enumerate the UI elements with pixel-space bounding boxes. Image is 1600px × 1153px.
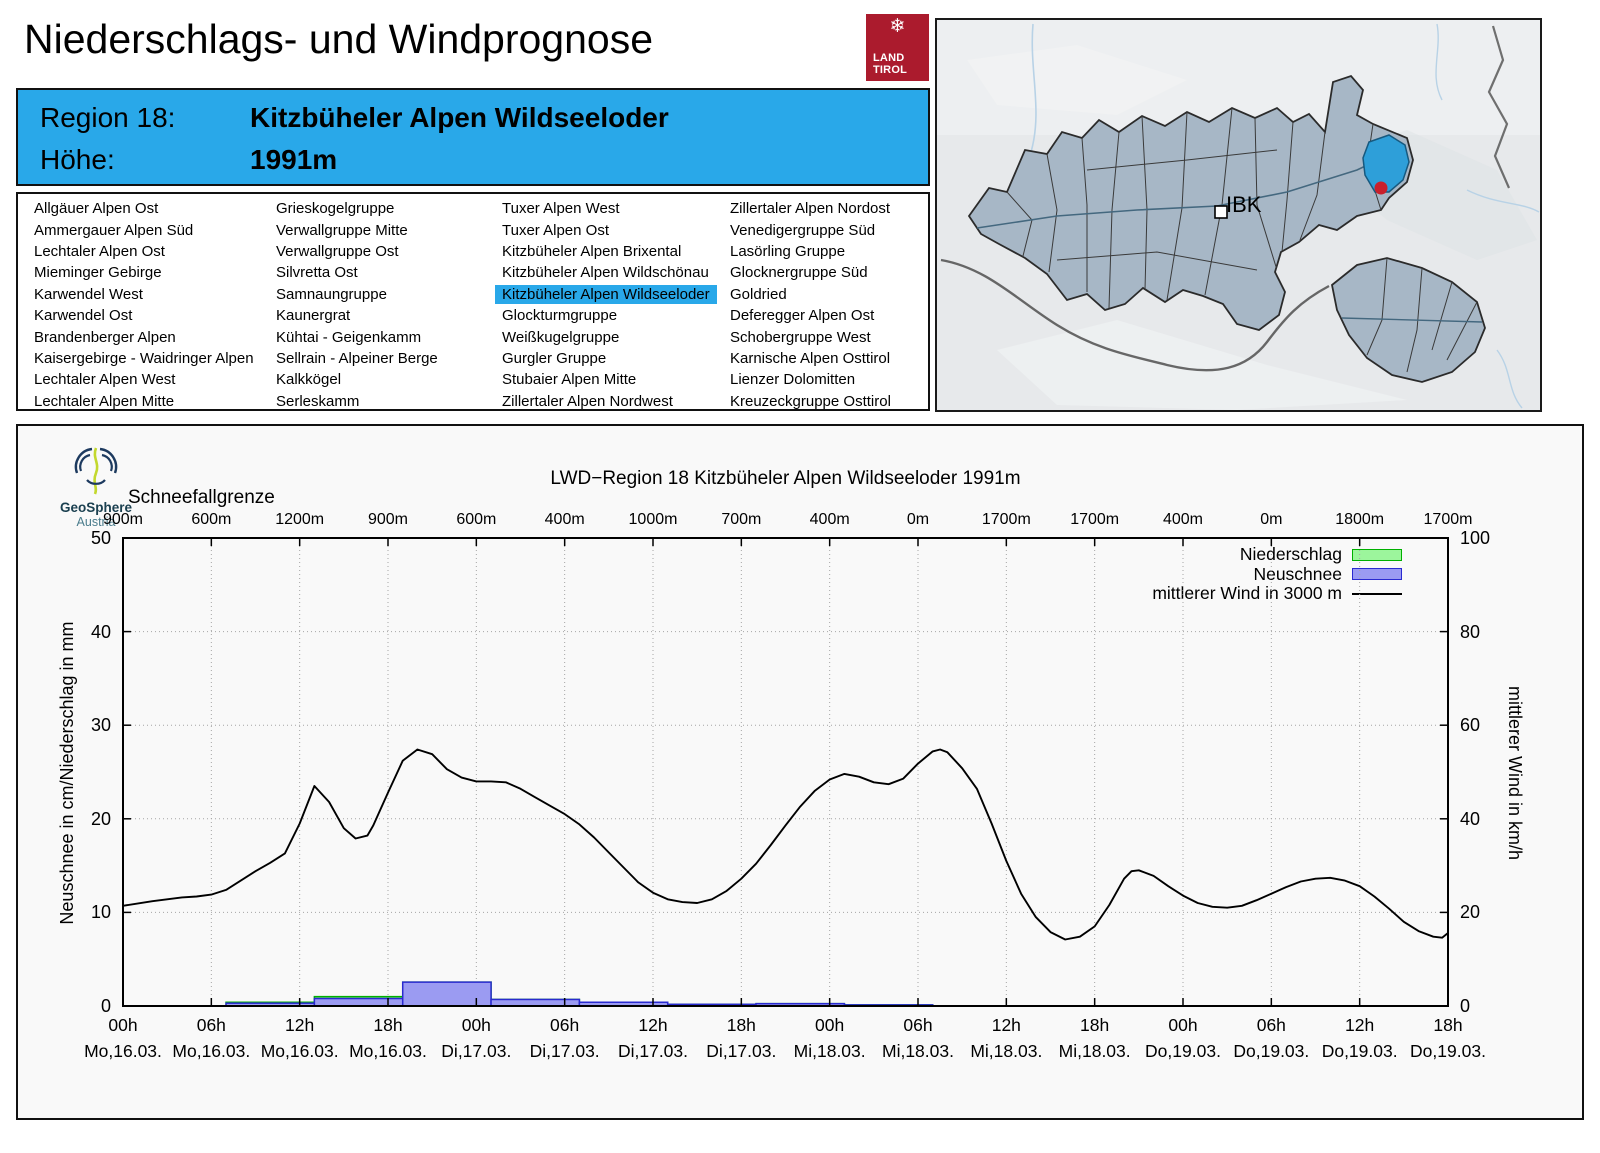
y-left-tick: 30: [90, 715, 111, 736]
altitude-label: Höhe:: [40, 144, 115, 175]
region-item[interactable]: Lasörling Gruppe: [730, 242, 846, 260]
y-right-tick: 80: [1460, 621, 1481, 642]
region-item[interactable]: Silvretta Ost: [276, 264, 358, 282]
x-tick-hour: 06h: [903, 1015, 933, 1035]
region-item[interactable]: Venedigergruppe Süd: [730, 221, 876, 239]
x-tick-date: Di,17.03.: [441, 1041, 512, 1061]
y-right-tick: 40: [1460, 808, 1481, 829]
x-tick-date: Mi,18.03.: [970, 1041, 1043, 1061]
y-left-tick: 10: [90, 902, 111, 923]
x-tick-date: Do,19.03.: [1410, 1041, 1486, 1061]
forecast-chart-panel: [16, 424, 1584, 1120]
y-left-tick: 0: [100, 996, 111, 1016]
region-item[interactable]: Kaisergebirge - Waidringer Alpen: [34, 349, 254, 367]
y-left-tick: 50: [90, 528, 111, 548]
region-item[interactable]: Sellrain - Alpeiner Berge: [276, 349, 438, 367]
snowline-value: 900m: [367, 511, 409, 528]
geosphere-logo-name: GeoSphere: [59, 500, 133, 515]
region-item[interactable]: Tuxer Alpen Ost: [502, 221, 609, 239]
legend-label: Niederschlag: [1239, 544, 1342, 565]
y-left-axis-label: Neuschnee in cm/Niederschlag in mm: [57, 621, 77, 925]
snowline-value: 400m: [809, 511, 850, 528]
region-name: Kitzbüheler Alpen Wildseeloder: [250, 102, 669, 133]
y-right-tick: 0: [1460, 996, 1471, 1016]
snowline-value: 600m: [191, 511, 232, 528]
chart-title: LWD−Region 18 Kitzbüheler Alpen Wildseeloder 1991m: [550, 468, 1021, 489]
geosphere-logo-sub: Austria: [76, 515, 116, 529]
x-tick-date: Do,19.03.: [1145, 1041, 1221, 1061]
y-right-axis-label: mittlerer Wind in km/h: [1505, 685, 1525, 861]
y-right-tick: 100: [1460, 528, 1491, 548]
region-item[interactable]: Kühtai - Geigenkamm: [276, 328, 422, 346]
region-item[interactable]: Mieminger Gebirge: [34, 264, 162, 282]
x-tick-hour: 18h: [373, 1015, 403, 1035]
snowline-value: 400m: [544, 511, 585, 528]
altitude-value: 1991m: [250, 144, 338, 175]
region-item[interactable]: Stubaier Alpen Mitte: [502, 371, 637, 389]
legend-label: mittlerer Wind in 3000 m: [1152, 583, 1342, 604]
snowline-value: 600m: [456, 511, 497, 528]
x-tick-date: Mo,16.03.: [349, 1041, 427, 1061]
x-tick-date: Di,17.03.: [617, 1041, 689, 1061]
land-tirol-logo-text: LAND TIROL: [873, 52, 907, 76]
y-left-tick: 40: [90, 621, 111, 642]
new-snow-bar: [403, 982, 491, 1006]
region-header: [16, 88, 930, 186]
region-item[interactable]: Kalkkögel: [276, 371, 342, 389]
region-item[interactable]: Tuxer Alpen West: [502, 200, 620, 218]
region-item[interactable]: Goldried: [730, 285, 787, 303]
snowline-value: 0m: [1260, 511, 1283, 528]
snowline-value: 1200m: [275, 511, 325, 528]
y-right-tick: 60: [1460, 715, 1481, 736]
region-item[interactable]: Weißkugelgruppe: [502, 328, 620, 346]
forecast-plot: [123, 538, 1448, 1006]
snowline-value: 1700m: [1423, 511, 1473, 528]
region-item[interactable]: Karwendel West: [34, 285, 143, 303]
region-item-selected[interactable]: Kitzbüheler Alpen Wildseeloder: [486, 284, 714, 305]
x-tick-hour: 00h: [461, 1015, 491, 1035]
region-item[interactable]: Kitzbüheler Alpen Wildschönau: [502, 264, 709, 282]
region-item[interactable]: Allgäuer Alpen Ost: [34, 200, 159, 218]
x-tick-hour: 18h: [1080, 1015, 1110, 1035]
new-snow-bar: [314, 999, 402, 1006]
region-item[interactable]: Glocknergruppe Süd: [730, 264, 868, 282]
legend-label: Neuschnee: [1253, 563, 1342, 584]
snowline-value: 1800m: [1335, 511, 1385, 528]
x-tick-date: Di,17.03.: [529, 1041, 600, 1061]
region-list: [16, 192, 930, 411]
x-tick-date: Mo,16.03.: [260, 1041, 339, 1061]
station-dot: [1375, 182, 1388, 195]
x-tick-date: Mi,18.03.: [882, 1041, 954, 1061]
x-tick-hour: 00h: [1168, 1015, 1198, 1035]
snowline-value: 1000m: [628, 511, 678, 528]
region-item[interactable]: Lienzer Dolomitten: [730, 371, 856, 389]
x-tick-date: Mo,16.03.: [84, 1041, 162, 1061]
snowline-value: 700m: [721, 511, 762, 528]
y-left-tick: 20: [90, 808, 111, 829]
x-tick-hour: 00h: [815, 1015, 845, 1035]
page-title: Niederschlags- und Windprognose: [24, 16, 654, 62]
x-tick-hour: 12h: [285, 1015, 315, 1035]
y-right-tick: 20: [1460, 902, 1481, 923]
region-item[interactable]: Karnische Alpen Osttirol: [730, 349, 891, 367]
region-item[interactable]: Kitzbüheler Alpen Brixental: [502, 242, 682, 260]
region-item[interactable]: Verwallgruppe Mitte: [276, 221, 408, 239]
x-tick-hour: 18h: [1433, 1015, 1463, 1035]
x-tick-date: Mo,16.03.: [172, 1041, 251, 1061]
snowline-value: 400m: [1162, 511, 1204, 528]
x-tick-date: Mi,18.03.: [1058, 1041, 1131, 1061]
x-tick-hour: 06h: [1256, 1015, 1286, 1035]
x-tick-date: Do,19.03.: [1233, 1041, 1310, 1061]
snowline-value: 1700m: [981, 511, 1031, 528]
ibk-label: IBK: [1226, 192, 1262, 217]
region-number-label: Region 18:: [40, 102, 176, 133]
tirol-region-map[interactable]: [935, 18, 1542, 412]
x-tick-hour: 12h: [638, 1015, 668, 1035]
region-item[interactable]: Schobergruppe West: [730, 328, 871, 346]
region-item[interactable]: Zillertaler Alpen Nordwest: [502, 392, 673, 410]
tirol-regions-map-graphic: [937, 20, 1540, 410]
region-item[interactable]: Deferegger Alpen Ost: [730, 307, 875, 325]
region-item[interactable]: Brandenberger Alpen: [34, 328, 176, 346]
region-item[interactable]: Ammergauer Alpen Süd: [34, 221, 194, 239]
snowflake-icon: ❄: [889, 16, 906, 37]
x-tick-hour: 12h: [1345, 1015, 1375, 1035]
snowline-value: 0m: [906, 511, 930, 528]
region-item[interactable]: Karwendel Ost: [34, 307, 133, 325]
region-item[interactable]: Serleskamm: [276, 392, 360, 410]
snowline-axis-label: Schneefallgrenze: [128, 487, 275, 508]
x-tick-hour: 06h: [196, 1015, 226, 1035]
region-item[interactable]: Kreuzeckgruppe Osttirol: [730, 392, 891, 410]
x-tick-hour: 06h: [550, 1015, 580, 1035]
region-item[interactable]: Glockturmgruppe: [502, 307, 618, 325]
region-item[interactable]: Lechtaler Alpen West: [34, 371, 176, 389]
x-tick-date: Mi,18.03.: [793, 1041, 866, 1061]
land-tirol-logo: [866, 14, 929, 81]
region-item[interactable]: Lechtaler Alpen Mitte: [34, 392, 175, 410]
x-tick-hour: 18h: [726, 1015, 756, 1035]
snowline-value: 1700m: [1070, 511, 1120, 528]
x-tick-hour: 12h: [991, 1015, 1021, 1035]
region-item[interactable]: Zillertaler Alpen Nordost: [730, 200, 891, 218]
snowline-value: 900m: [102, 511, 144, 528]
x-tick-date: Do,19.03.: [1321, 1041, 1398, 1061]
x-tick-date: Di,17.03.: [706, 1041, 777, 1061]
region-item[interactable]: Kaunergrat: [276, 307, 351, 325]
region-item[interactable]: Lechtaler Alpen Ost: [34, 242, 165, 260]
region-item[interactable]: Verwallgruppe Ost: [276, 242, 399, 260]
x-tick-hour: 00h: [108, 1015, 138, 1035]
region-item[interactable]: Grieskogelgruppe: [276, 200, 395, 218]
region-item[interactable]: Gurgler Gruppe: [502, 349, 607, 367]
wind-line: [123, 750, 1448, 940]
region-item[interactable]: Samnaungruppe: [276, 285, 387, 303]
